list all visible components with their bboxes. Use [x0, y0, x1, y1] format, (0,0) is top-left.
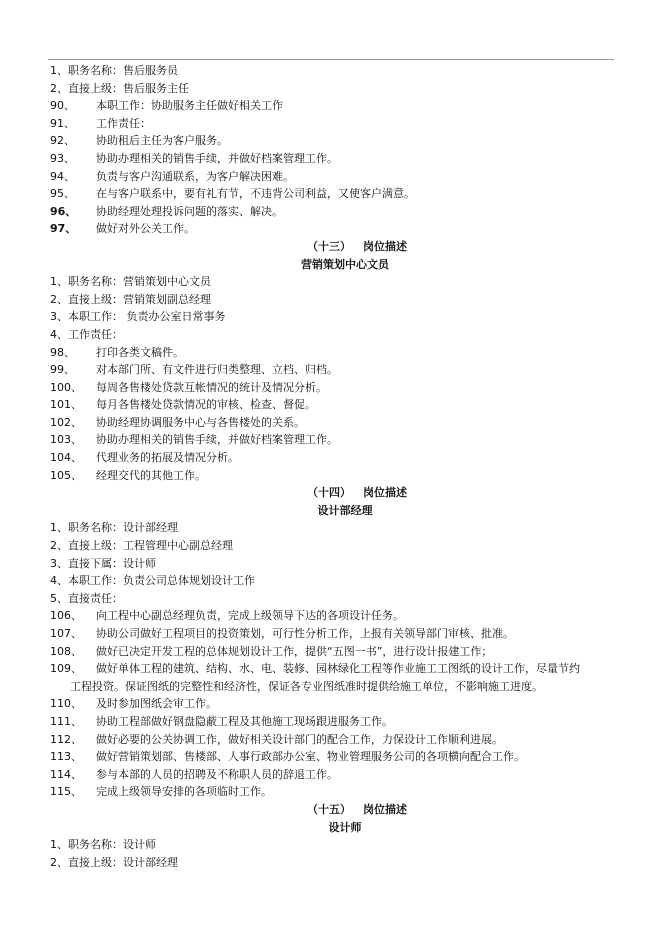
duty-item: 106、 向工程中心副总经理负责，完成上级领导下达的各项设计任务。: [50, 609, 404, 623]
header-rule: [48, 59, 614, 60]
section-heading: （十四） 岗位描述: [307, 486, 407, 500]
duty-item-continuation: 工程投资。保证图纸的完整性和经济性，保证各专业图纸准时提供给施工单位，不影响施工进度。: [70, 679, 543, 693]
duty-item: 104、 代理业务的拓展及情况分析。: [50, 451, 239, 465]
basic-item: 2、直接上级：营销策划副总经理: [50, 292, 211, 306]
duty-item: 113、 做好营销策划部、售楼部、人事行政部办公室、物业管理服务公司的各项横向配合工作。: [50, 750, 525, 764]
duty-item: 94、 负责与客户沟通联系，为客户解决困难。: [50, 169, 294, 183]
basic-item: 4、工作责任：: [50, 327, 123, 341]
section-heading: （十五） 岗位描述: [307, 802, 407, 816]
section-subheading: 营销策划中心文员: [301, 257, 389, 271]
duty-item: 109、 做好单体工程的建筑、结构、水、电、装修、园林绿化工程等作业施工工图纸的设计工作，尽量节约: [50, 662, 580, 676]
duty-item: 115、 完成上级领导安排的各项临时工作。: [50, 785, 272, 799]
section-heading: （十三） 岗位描述: [307, 239, 407, 253]
basic-item: 1、职务名称：设计部经理: [50, 521, 178, 535]
basic-item: 3、本职工作： 负责办公室日常事务: [50, 310, 226, 324]
basic-item: 5、直接责任：: [50, 591, 123, 605]
duty-item: 92、 协助租后主任为客户服务。: [50, 134, 228, 148]
duty-item: 103、 协助办理相关的销售手续，并做好档案管理工作。: [50, 433, 338, 447]
duty-item: 90、 本职工作：协助服务主任做好相关工作: [50, 99, 283, 113]
duty-item: 96、 协助经理处理投诉问题的落实、解决。: [50, 204, 283, 218]
duty-item: 111、 协助工程部做好钢盘隐蔽工程及其他施工现场跟进服务工作。: [50, 714, 393, 728]
duty-item: 101、 每月各售楼处贷款情况的审核、检查、督促。: [50, 398, 316, 412]
duty-item: 107、 协助公司做好工程项目的投资策划，可行性分析工作，上报有关领导部门审核、批准。: [50, 627, 514, 640]
basic-item: 1、职务名称：设计师: [50, 838, 156, 852]
duty-item: 100、 每周各售楼处贷款互帐情况的统计及情况分析。: [50, 380, 327, 394]
duty-item: 98、 打印各类文稿件。: [50, 345, 184, 359]
basic-item: 1、职务名称：营销策划中心文员: [50, 275, 211, 289]
duty-item: 102、 协助经理协调服务中心与各售楼处的关系。: [50, 415, 305, 429]
duty-item: 95、 在与客户联系中，要有礼有节，不违背公司利益，又使客户满意。: [50, 187, 415, 201]
basic-item: 2、直接上级：工程管理中心副总经理: [50, 539, 233, 553]
basic-item: 1、职务名称：售后服务员: [50, 64, 178, 77]
section-subheading: 设计师: [328, 820, 362, 834]
duty-item: 112、 做好必要的公关协调工作，做好相关设计部门的配合工作，力保设计工作顺利进展。: [50, 732, 503, 746]
section-subheading: 设计部经理: [317, 503, 373, 517]
duty-item: 110、 及时参加图纸会审工作。: [50, 697, 217, 711]
duty-item: 93、 协助办理相关的销售手续，并做好档案管理工作。: [50, 151, 338, 165]
duty-item: 99、 对本部门所、有文件进行归类整理、立档、归档。: [50, 363, 338, 377]
document-body: [50, 62, 640, 871]
duty-item: 91、 工作责任：: [50, 116, 151, 130]
basic-item: 2、直接上级：售后服务主任: [50, 81, 189, 95]
duty-item: 97、 做好对外公关工作。: [50, 222, 195, 236]
basic-item: 3、直接下属：设计师: [50, 556, 156, 570]
basic-item: 4、本职工作：负责公司总体规划设计工作: [50, 574, 255, 588]
basic-item: 2、直接上级：设计部经理: [50, 855, 178, 869]
duty-item: 114、 参与本部的人员的招聘及不称职人员的辞退工作。: [50, 767, 338, 781]
duty-item: 108、 做好已决定开发工程的总体规划设计工作，提供“五图一书”，进行设计报建工作；: [50, 644, 493, 658]
duty-item: 105、 经理交代的其他工作。: [50, 468, 206, 482]
